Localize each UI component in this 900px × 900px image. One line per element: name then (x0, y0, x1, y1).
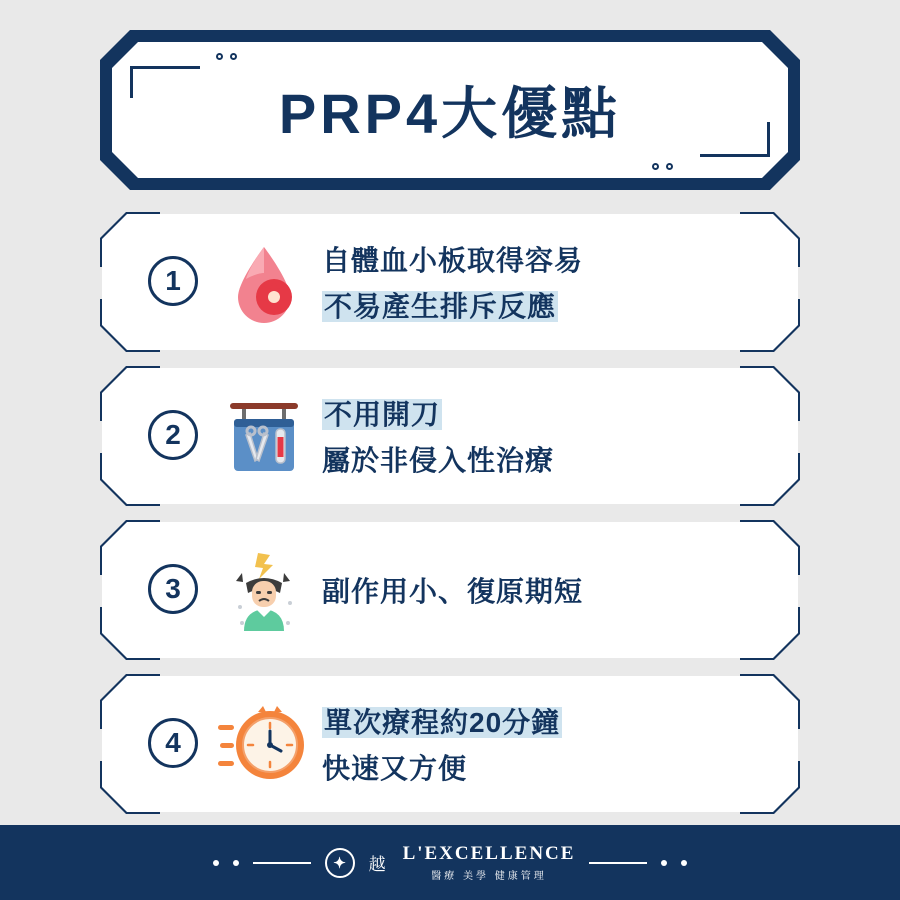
footer-dot-left-outer (213, 860, 219, 866)
benefit-number: 2 (148, 410, 198, 460)
page-title: PRP4大優點 (278, 82, 622, 145)
headache-person-icon (218, 545, 310, 637)
benefit-line (322, 701, 562, 741)
benefit-line (322, 393, 554, 433)
footer-logo-group (213, 843, 688, 882)
benefit-line (322, 285, 583, 325)
benefit-row-1 (100, 212, 800, 352)
logo-sub-text: 醫療 美學 健康管理 (431, 871, 547, 882)
footer-dot-right-outer (681, 860, 687, 866)
benefit-text (322, 674, 562, 814)
benefit-row-3 (100, 520, 800, 660)
clock-icon (218, 699, 310, 791)
footer-line-left (253, 862, 311, 864)
logo-text (403, 843, 576, 882)
benefit-line: 自體血小板取得容易 (322, 245, 584, 276)
benefit-row-2 (100, 366, 800, 506)
benefit-text (322, 520, 583, 660)
benefit-row-4 (100, 674, 800, 814)
benefit-line: 副作用小、復原期短 (322, 576, 584, 607)
footer-dot-left-inner (233, 860, 239, 866)
blood-drop-icon (218, 237, 310, 329)
benefit-text (322, 212, 583, 352)
benefit-line: 屬於非侵入性治療 (322, 445, 555, 476)
benefit-line-highlight: 不用開刀 (324, 399, 441, 430)
footer-bar (0, 825, 900, 900)
footer-dot-right-inner (661, 860, 667, 866)
logo-main-text: L'EXCELLENCE (402, 843, 576, 864)
benefit-line-highlight: 不易產生排斥反應 (324, 291, 557, 322)
surgical-tools-icon (218, 391, 310, 483)
benefit-number: 4 (148, 718, 198, 768)
footer-line-right (589, 862, 647, 864)
logo-badge-icon: ✦ (325, 848, 355, 878)
logo-prefix: 越 (368, 855, 386, 874)
benefit-number: 3 (148, 564, 198, 614)
benefit-line: 快速又方便 (322, 753, 468, 784)
benefit-line-highlight: 單次療程約20分鐘 (324, 707, 561, 738)
benefit-number: 1 (148, 256, 198, 306)
benefit-text (322, 366, 554, 506)
